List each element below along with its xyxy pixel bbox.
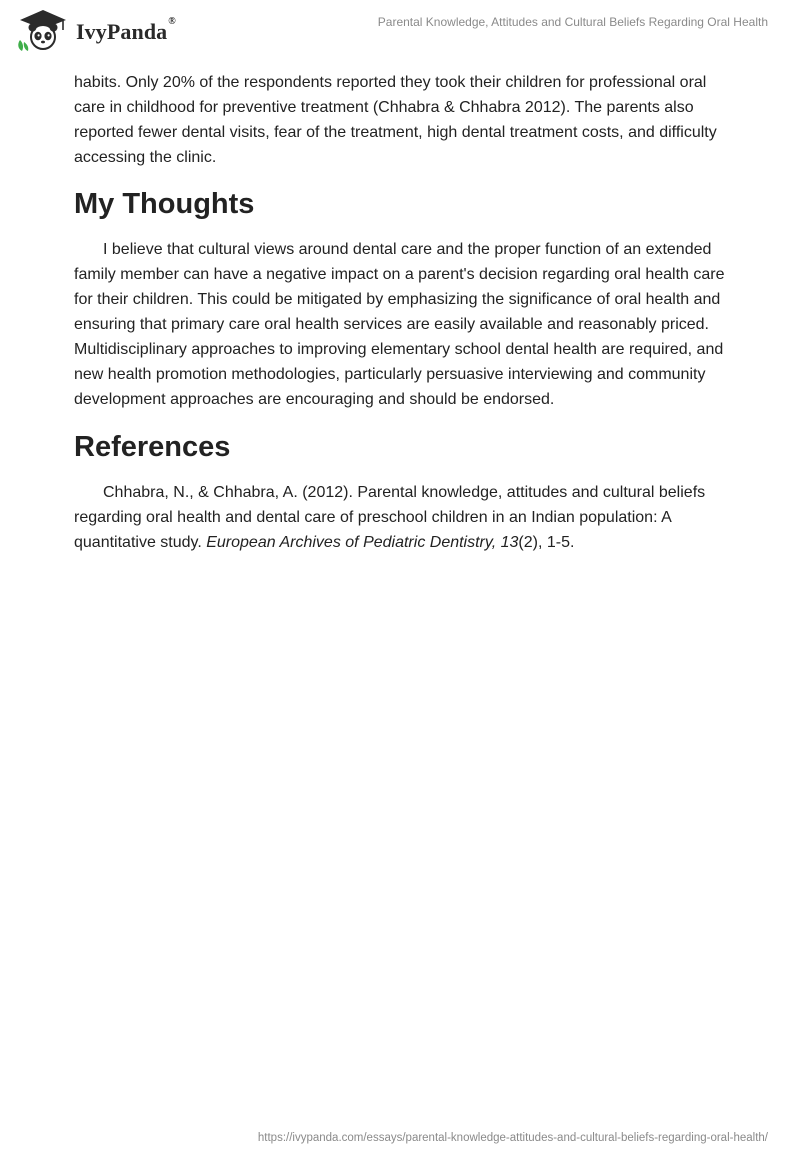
- reference-issue-pages: (2), 1-5.: [518, 534, 575, 551]
- ivypanda-logo[interactable]: [14, 8, 176, 52]
- running-title: Parental Knowledge, Attitudes and Cultural Beliefs Regarding Oral Health: [377, 15, 768, 29]
- page-header: [0, 0, 800, 64]
- source-url[interactable]: https://ivypanda.com/essays/parental-knowledge-attitudes-and-cultural-beliefs-regarding-oral-health/: [257, 1132, 768, 1144]
- references-heading: References: [74, 431, 231, 463]
- reference-authors-title: Chhabra, N., & Chhabra, A. (2012). Parental knowledge, attitudes and cultural beliefs regarding oral health and dental care of preschool children in an Indian population: A quantitative study.: [74, 484, 706, 551]
- intro-paragraph: habits. Only 20% of the respondents reported they took their children for professional oral care in childhood for preventive treatment (Chhabra & Chhabra 2012). The parents also reported fewer dental visits, fear of the treatment, high dental treatment costs, and difficulty accessing the clinic.: [74, 74, 717, 166]
- brand-name: IvyPanda®: [76, 16, 176, 44]
- reference-journal: European Archives of Pediatric Dentistry, 13: [206, 534, 519, 551]
- essay-content: [74, 70, 730, 555]
- thoughts-paragraph: I believe that cultural views around dental care and the proper function of an extended family member can have a negative impact on a parent's decision regarding oral health care for their children. This could be mitigated by emphasizing the significance of oral health and ensuring that primary care oral health services are easily available and reasonably priced. Multidisciplinary approaches to improving elementary school dental health are required, and new health promotion methodologies, particularly persuasive interviewing and community development approaches are encouraging and should be endorsed.: [74, 241, 725, 408]
- reference-entry: [74, 480, 730, 555]
- my-thoughts-heading: My Thoughts: [74, 188, 255, 220]
- panda-graduation-cap-logo-icon: [14, 8, 72, 52]
